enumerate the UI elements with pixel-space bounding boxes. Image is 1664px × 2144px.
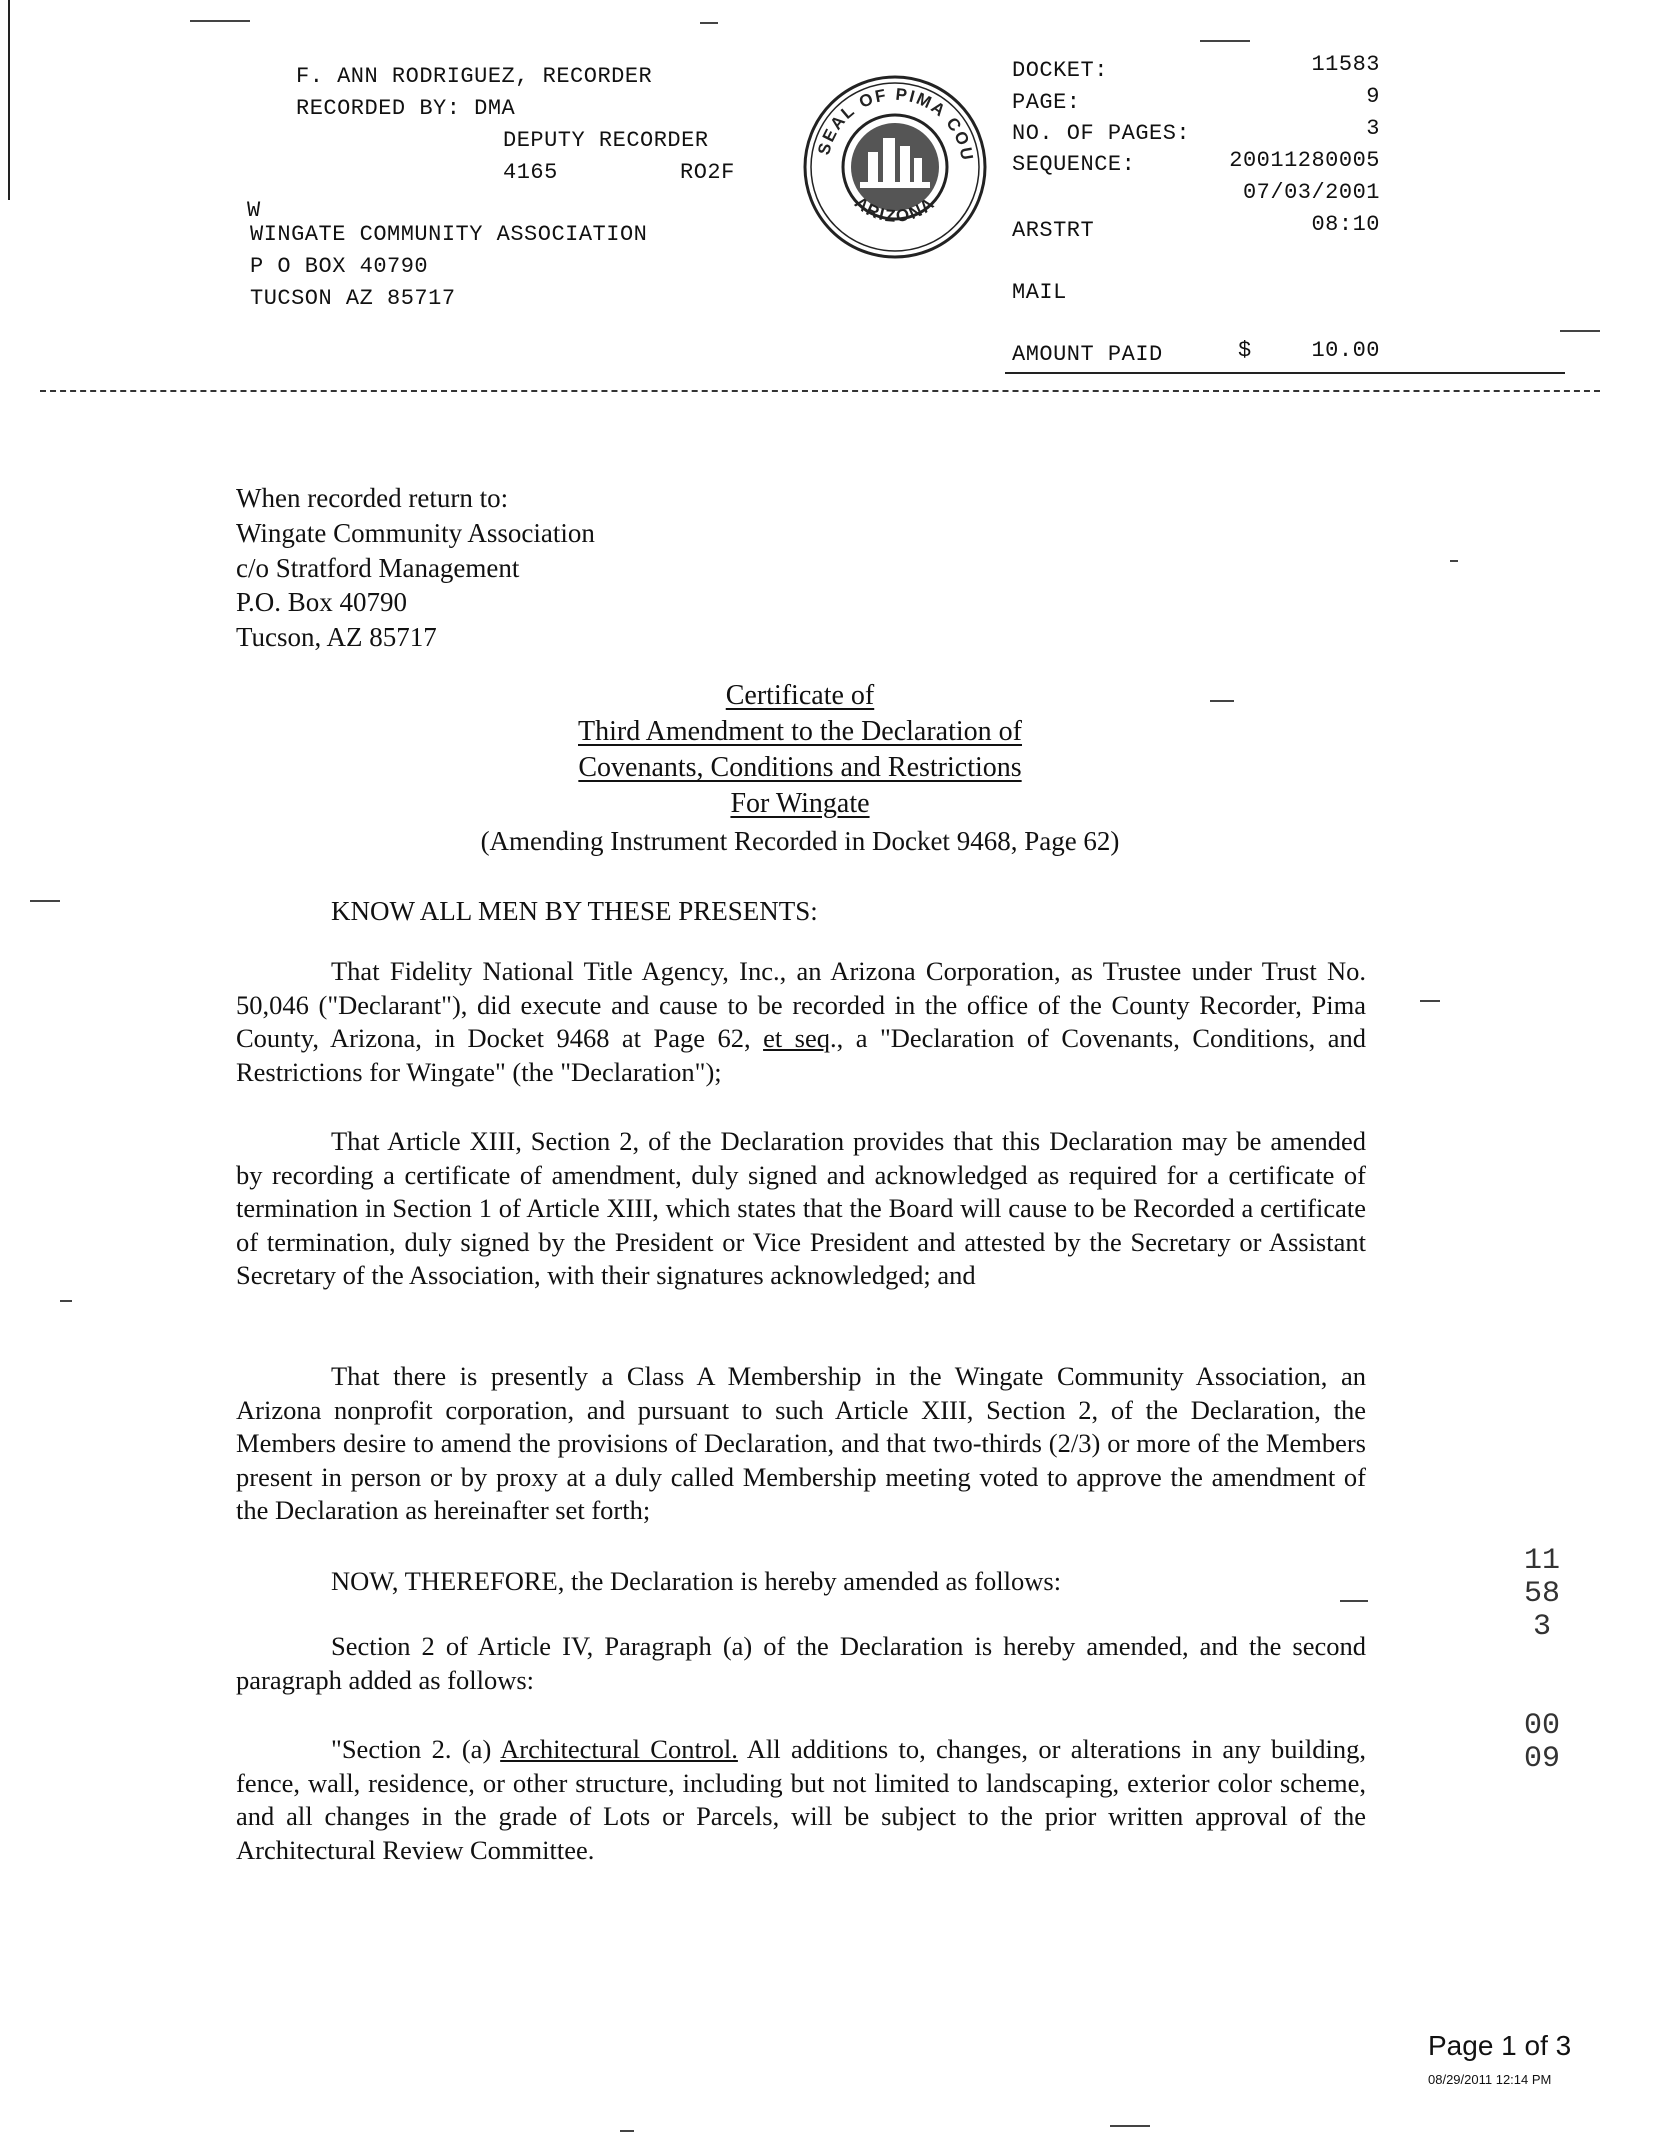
side-stamp-page: 0009 bbox=[1524, 1709, 1561, 1776]
architectural-control-heading: Architectural Control. bbox=[500, 1734, 738, 1764]
title-line-3-text: Covenants, Conditions and Restrictions bbox=[578, 752, 1022, 783]
footer-print-timestamp: 08/29/2011 12:14 PM bbox=[1428, 2072, 1552, 2087]
subtitle: (Amending Instrument Recorded in Docket 9468, Page 62) bbox=[480, 826, 1120, 856]
paragraph-membership: That there is presently a Class A Membership in the Wingate Community Association, an Arizona nonprofit corporation, and pursuant to such Article XIII, Section 2, of the Declaration, the Members desire to amend the provisions of Declaration, and that two-thirds (2/3) or more of the Members present in person or by proxy at a duly called Membership meeting voted to approve the amendment of the Declaration as hereinafter set forth; bbox=[236, 1361, 1366, 1525]
header-rule-amount bbox=[1005, 372, 1565, 374]
recorder-code-1: 4165 bbox=[503, 160, 558, 185]
footer-page-number: Page 1 of 3 bbox=[1428, 2030, 1572, 2061]
pages-label: NO. OF PAGES: bbox=[1012, 121, 1191, 146]
page-label: PAGE: bbox=[1012, 90, 1081, 115]
scan-speck bbox=[1200, 40, 1250, 42]
addressee-line-2: P O BOX 40790 bbox=[250, 254, 429, 279]
title-line-1 bbox=[0, 680, 1600, 712]
scan-speck bbox=[1340, 1600, 1368, 1602]
docket-value: 11583 bbox=[1311, 52, 1380, 77]
docket-label: DOCKET: bbox=[1012, 58, 1108, 83]
title-line-1-text: Certificate of bbox=[725, 680, 875, 711]
amount-label: AMOUNT PAID bbox=[1012, 342, 1163, 367]
scan-speck bbox=[30, 900, 60, 902]
scan-speck bbox=[1210, 700, 1234, 702]
paragraph-section-amended: Section 2 of Article IV, Paragraph (a) of the Declaration is hereby amended, and the second paragraph added as follows: bbox=[236, 1631, 1366, 1695]
return-to-line-5: Tucson, AZ 85717 bbox=[236, 622, 437, 652]
scan-margin-line bbox=[8, 0, 10, 200]
title-line-4 bbox=[0, 788, 1600, 820]
return-to-line-4: P.O. Box 40790 bbox=[236, 587, 408, 617]
recorder-name: F. ANN RODRIGUEZ, RECORDER bbox=[296, 64, 653, 89]
scan-speck bbox=[60, 1300, 72, 1302]
scan-speck bbox=[620, 2130, 634, 2132]
return-to-line-3: c/o Stratford Management bbox=[236, 553, 520, 583]
addressee-line-3: TUCSON AZ 85717 bbox=[250, 286, 456, 311]
return-to-line-1: When recorded return to: bbox=[236, 483, 509, 513]
deputy-recorder: DEPUTY RECORDER bbox=[503, 128, 709, 153]
paragraph-declarant-part-2: ., a "Declaration of Covenants, Conditions, and Restrictions for Wingate" (the "Declaration"); bbox=[236, 1023, 1367, 1087]
sequence-label: SEQUENCE: bbox=[1012, 152, 1136, 177]
title-line-2-text: Third Amendment to the Declaration of bbox=[578, 716, 1022, 747]
page-value: 9 bbox=[1366, 84, 1380, 109]
paragraph-declarant bbox=[236, 955, 1366, 1089]
et-seq: et seq bbox=[763, 1023, 830, 1053]
scan-speck bbox=[1110, 2125, 1150, 2127]
seal-top-text: SEAL OF PIMA COU bbox=[814, 84, 978, 164]
mail-label: MAIL bbox=[1012, 280, 1067, 305]
amount-currency: $ bbox=[1238, 338, 1252, 363]
header-rule-main bbox=[40, 390, 1600, 392]
amount-value: 10.00 bbox=[1311, 338, 1380, 363]
title-line-4-text: For Wingate bbox=[730, 788, 870, 819]
w-mark: W bbox=[247, 198, 261, 223]
paragraph-now-therefore: NOW, THEREFORE, the Declaration is hereby amended as follows: bbox=[331, 1566, 1062, 1596]
sequence-value: 20011280005 bbox=[1229, 148, 1380, 173]
pages-value: 3 bbox=[1366, 116, 1380, 141]
paragraph-architectural-control bbox=[236, 1733, 1366, 1867]
recorder-code-2: RO2F bbox=[680, 160, 735, 185]
title-line-3 bbox=[0, 752, 1600, 784]
architectural-control-text: All additions to, changes, or alterations in any building, fence, wall, residence, or other structure, including but not limited to landscaping, exterior color scheme, and all changes in the grade of Lots or Parcels, will be subject to the prior written approval of the Architectural Review Committee. bbox=[236, 1734, 1367, 1865]
title-line-2 bbox=[0, 716, 1600, 748]
scan-speck bbox=[700, 22, 718, 24]
county-seal bbox=[800, 72, 990, 262]
arstrt-label: ARSTRT bbox=[1012, 218, 1095, 243]
return-to-line-2: Wingate Community Association bbox=[236, 518, 595, 548]
scan-speck bbox=[1560, 330, 1600, 332]
know-all-heading: KNOW ALL MEN BY THESE PRESENTS: bbox=[331, 896, 818, 926]
seal-icon bbox=[800, 72, 990, 262]
scan-speck bbox=[1420, 1000, 1440, 1002]
scan-speck bbox=[1450, 560, 1458, 562]
recording-date: 07/03/2001 bbox=[1242, 180, 1380, 205]
seal-bottom-text: ARIZONA bbox=[851, 192, 939, 226]
paragraph-declarant-part-1: That Fidelity National Title Agency, Inc., an Arizona Corporation, as Trustee under Trust No. 50,046 ("Declarant"), did execute and cause to be recorded in the office of the County Recorder, Pima County, Arizona, in Docket 9468 at Page 62, bbox=[236, 956, 1366, 1053]
section-2a-prefix: "Section 2. (a) bbox=[331, 1734, 501, 1764]
scan-speck bbox=[190, 20, 250, 22]
recording-time: 08:10 bbox=[1311, 212, 1380, 237]
paragraph-article-xiii: That Article XIII, Section 2, of the Declaration provides that this Declaration may be amended by recording a certificate of amendment, duly signed and acknowledged as required for a certificate of termination in Section 1 of Article XIII, which states that the Board will cause to be Recorded a certificate of termination, duly signed by the President or Vice President and attested by the Secretary or Assistant Secretary of the Association, with their signatures acknowledged; and bbox=[236, 1126, 1366, 1290]
recorded-by: RECORDED BY: DMA bbox=[296, 96, 516, 121]
side-stamp-docket: 11583 bbox=[1524, 1544, 1561, 1644]
addressee-line-1: WINGATE COMMUNITY ASSOCIATION bbox=[250, 222, 648, 247]
